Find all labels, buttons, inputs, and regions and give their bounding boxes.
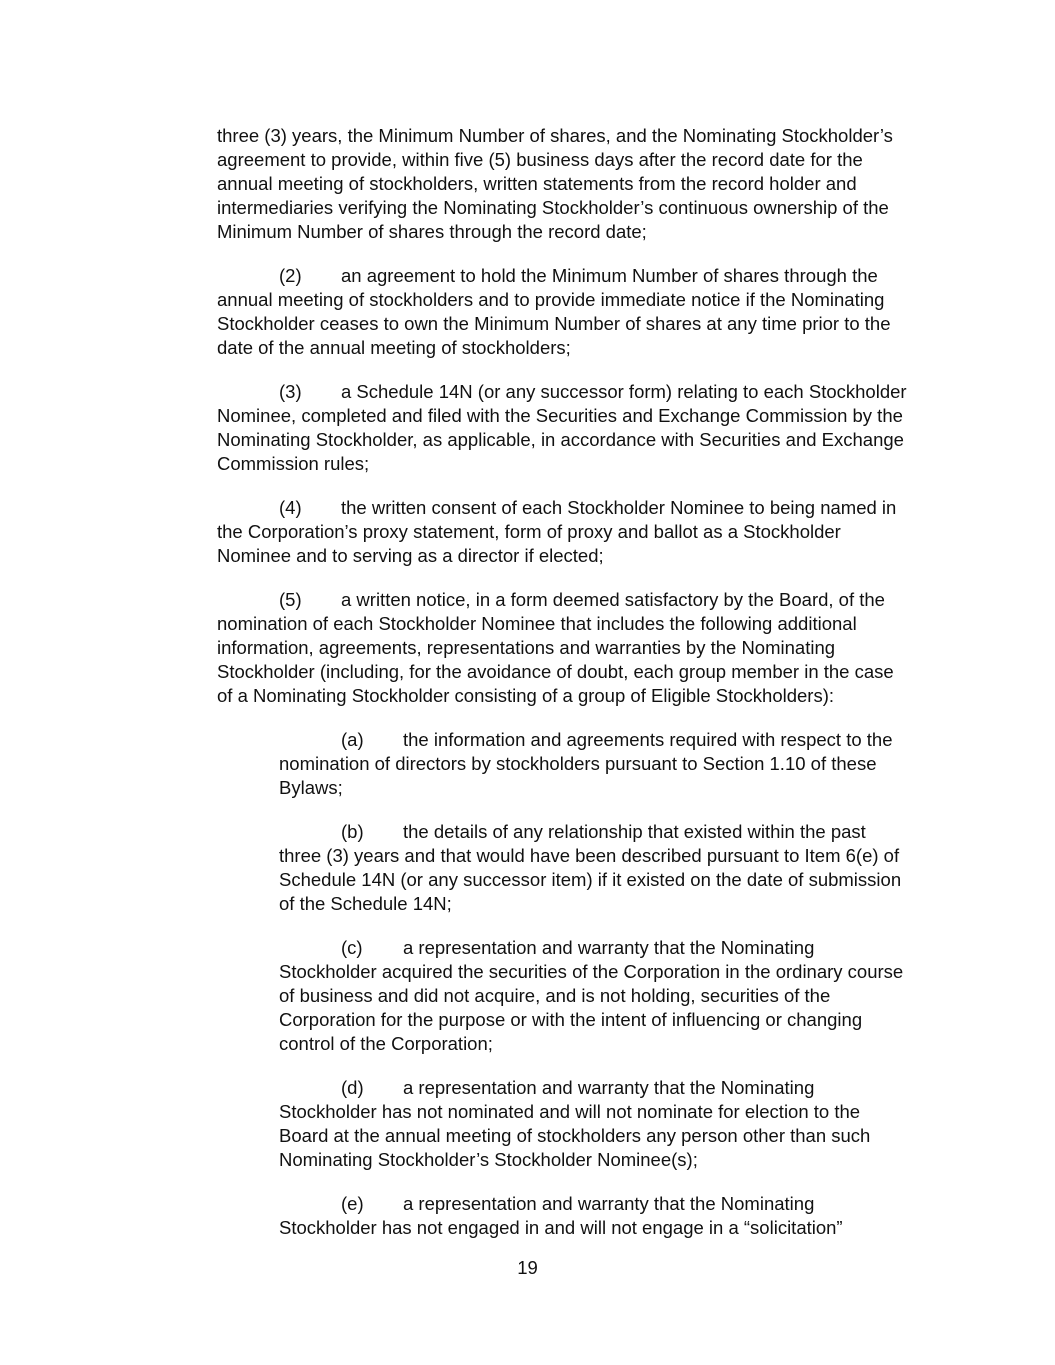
sub-item-text: a representation and warranty that the Nominating Stockholder has not engaged in and will not engage in a “solicitation” bbox=[279, 1193, 843, 1238]
item-number: (3) bbox=[279, 381, 302, 402]
list-item-2 bbox=[217, 264, 907, 360]
list-item-3 bbox=[217, 380, 907, 476]
sub-item-b bbox=[279, 820, 907, 916]
page-number: 19 bbox=[517, 1257, 538, 1278]
sub-item-e bbox=[279, 1192, 907, 1240]
sub-item-letter: (a) bbox=[341, 729, 364, 750]
sub-item-text: the information and agreements required with respect to the nomination of directors by stockholders pursuant to Section 1.10 of these Bylaws; bbox=[279, 729, 893, 798]
sub-item-c bbox=[279, 936, 907, 1056]
document-page bbox=[217, 124, 907, 1260]
sub-item-d bbox=[279, 1076, 907, 1172]
item-number: (2) bbox=[279, 265, 302, 286]
sub-item-letter: (b) bbox=[341, 821, 364, 842]
item-text: the written consent of each Stockholder Nominee to being named in the Corporation’s proxy statement, form of proxy and ballot as a Stockholder Nominee and to serving as a director if elected; bbox=[217, 497, 897, 566]
list-item-4 bbox=[217, 496, 907, 568]
opening-paragraph: three (3) years, the Minimum Number of shares, and the Nominating Stockholder’s agreement to provide, within five (5) business days after the record date for the annual meeting of stockholders, written statements from the record holder and intermediaries verifying the Nominating Stockholder’s continuous ownership of the Minimum Number of shares through the record date; bbox=[217, 125, 893, 242]
item-text: a written notice, in a form deemed satisfactory by the Board, of the nomination of each Stockholder Nominee that includes the following additional information, agreements, representations and warranties by the Nominating Stockholder (including, for the avoidance of doubt, each group member in the case of a Nominating Stockholder consisting of a group of Eligible Stockholders): bbox=[217, 589, 894, 706]
item-text: an agreement to hold the Minimum Number of shares through the annual meeting of stockholders and to provide immediate notice if the Nominating Stockholder ceases to own the Minimum Number of shares at any time prior to the date of the annual meeting of stockholders; bbox=[217, 265, 891, 358]
sub-item-letter: (d) bbox=[341, 1077, 364, 1098]
sub-item-letter: (e) bbox=[341, 1193, 364, 1214]
sub-item-letter: (c) bbox=[341, 937, 363, 958]
item-number: (4) bbox=[279, 497, 302, 518]
item-text: a Schedule 14N (or any successor form) relating to each Stockholder Nominee, completed and filed with the Securities and Exchange Commission by the Nominating Stockholder, as applicable, in accordance with Securities and Exchange Commission rules; bbox=[217, 381, 907, 474]
sub-item-text: a representation and warranty that the Nominating Stockholder acquired the securities of the Corporation in the ordinary course of business and did not acquire, and is not holding, securities of the Corporation for the purpose or with the intent of influencing or changing control of the Corporation; bbox=[279, 937, 904, 1054]
sub-item-text: a representation and warranty that the Nominating Stockholder has not nominated and will not nominate for election to the Board at the annual meeting of stockholders any person other than such Nominating Stockholder’s Stockholder Nominee(s); bbox=[279, 1077, 871, 1170]
list-item-5 bbox=[217, 588, 907, 708]
sub-item-text: the details of any relationship that existed within the past three (3) years and that would have been described pursuant to Item 6(e) of Schedule 14N (or any successor item) if it existed on the date of submission of the Schedule 14N; bbox=[279, 821, 902, 914]
sub-item-a bbox=[279, 728, 907, 800]
item-number: (5) bbox=[279, 589, 302, 610]
